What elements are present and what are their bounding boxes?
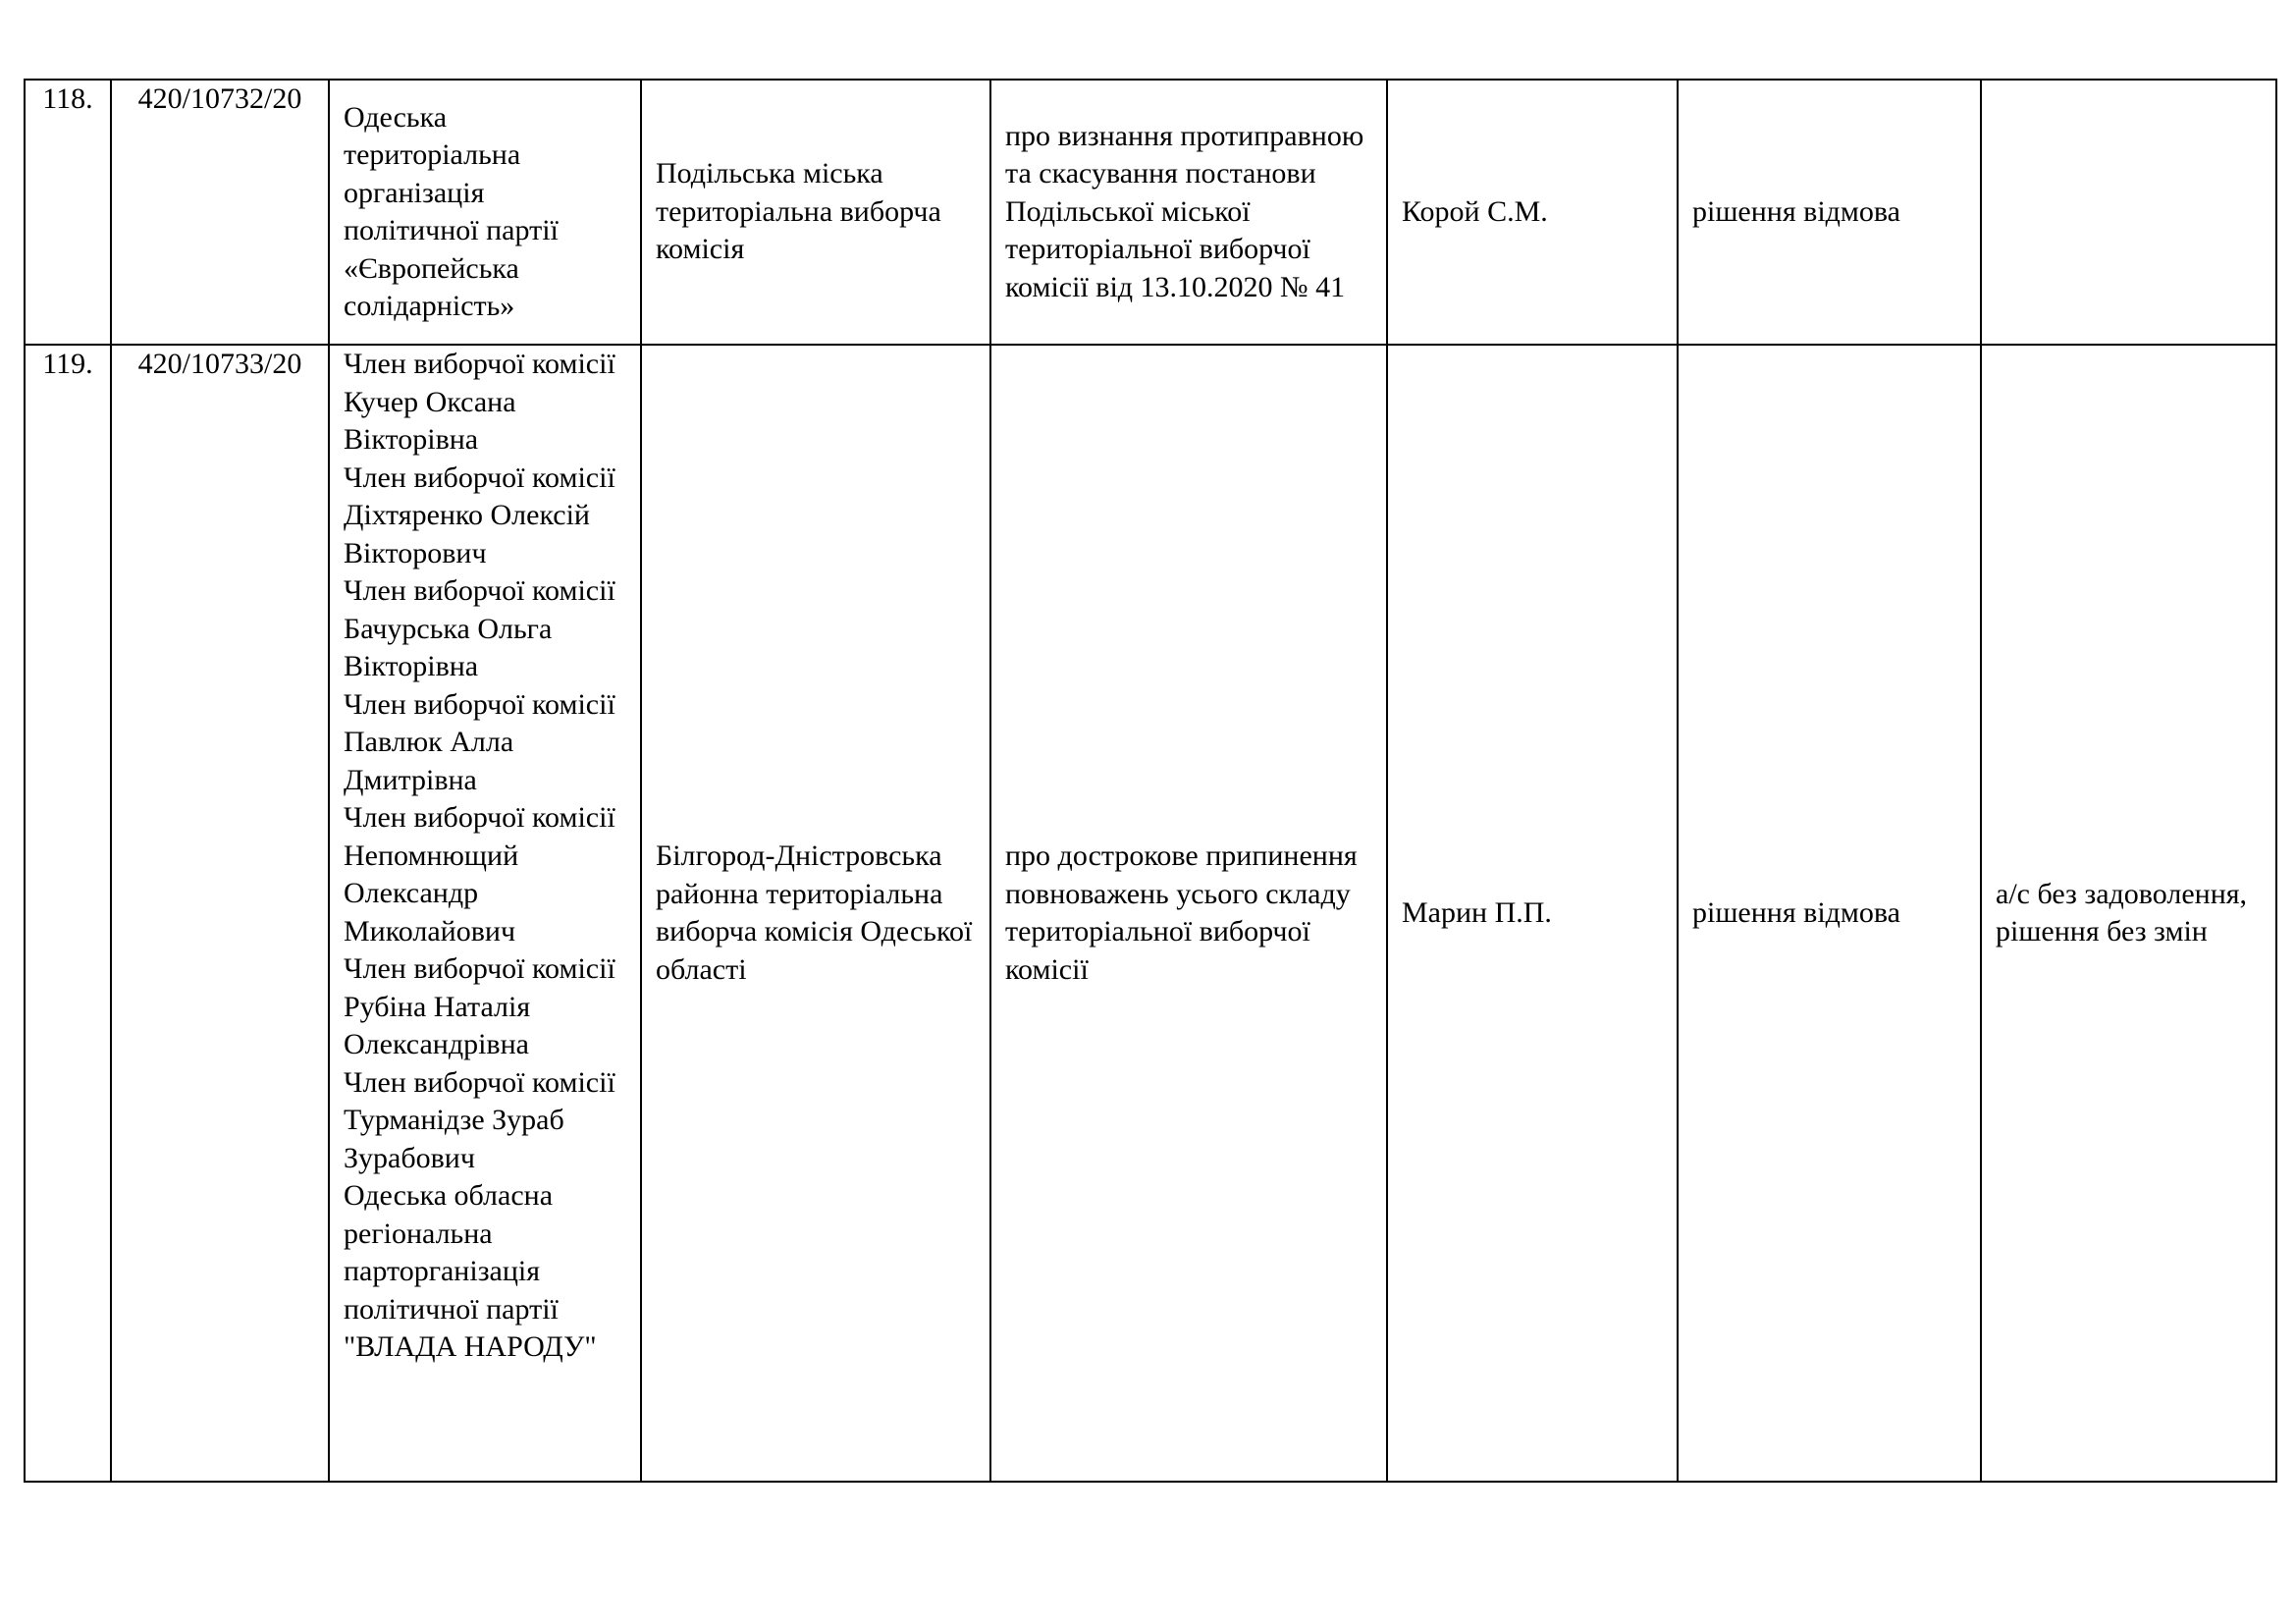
defendant-cell: Білгород-Дністровська районна територіальна виборча комісія Одеської області bbox=[641, 345, 990, 1482]
row-number: 118. bbox=[25, 80, 111, 345]
court-cases-table bbox=[24, 79, 2277, 1483]
judge-cell: Марин П.П. bbox=[1387, 345, 1678, 1482]
appeal-cell: а/с без задоволення, рішення без змін bbox=[1981, 345, 2276, 1482]
decision-cell: рішення відмова bbox=[1678, 345, 1981, 1482]
judge-cell: Корой С.М. bbox=[1387, 80, 1678, 345]
appeal-cell bbox=[1981, 80, 2276, 345]
case-number: 420/10733/20 bbox=[111, 345, 329, 1482]
plaintiff-cell: Одеська територіальна організація політичної партії «Європейська солідарність» bbox=[329, 80, 641, 345]
table-row bbox=[25, 345, 2276, 1482]
subject-cell: про дострокове припинення повноважень усього складу територіальної виборчої комісії bbox=[990, 345, 1387, 1482]
table-row bbox=[25, 80, 2276, 345]
decision-cell: рішення відмова bbox=[1678, 80, 1981, 345]
case-number: 420/10732/20 bbox=[111, 80, 329, 345]
plaintiff-cell: Член виборчої комісії Кучер Оксана Вікторівна Член виборчої комісії Діхтяренко Олексій Вікторович Член виборчої комісії Бачурська Ольга Вікторівна Член виборчої комісії Павлюк Алла Дмитрівна Член виборчої комісії Непомнющий Олександр Миколайович Член виборчої комісії Рубіна Наталія Олександрівна Член виборчої комісії Турманідзе Зураб Зурабович Одеська обласна регіональна парторганізація політичної партії "ВЛАДА НАРОДУ" bbox=[329, 345, 641, 1482]
defendant-cell: Подільська міська територіальна виборча комісія bbox=[641, 80, 990, 345]
subject-cell: про визнання протиправною та скасування постанови Подільської міської територіальної виборчої комісії від 13.10.2020 № 41 bbox=[990, 80, 1387, 345]
row-number: 119. bbox=[25, 345, 111, 1482]
